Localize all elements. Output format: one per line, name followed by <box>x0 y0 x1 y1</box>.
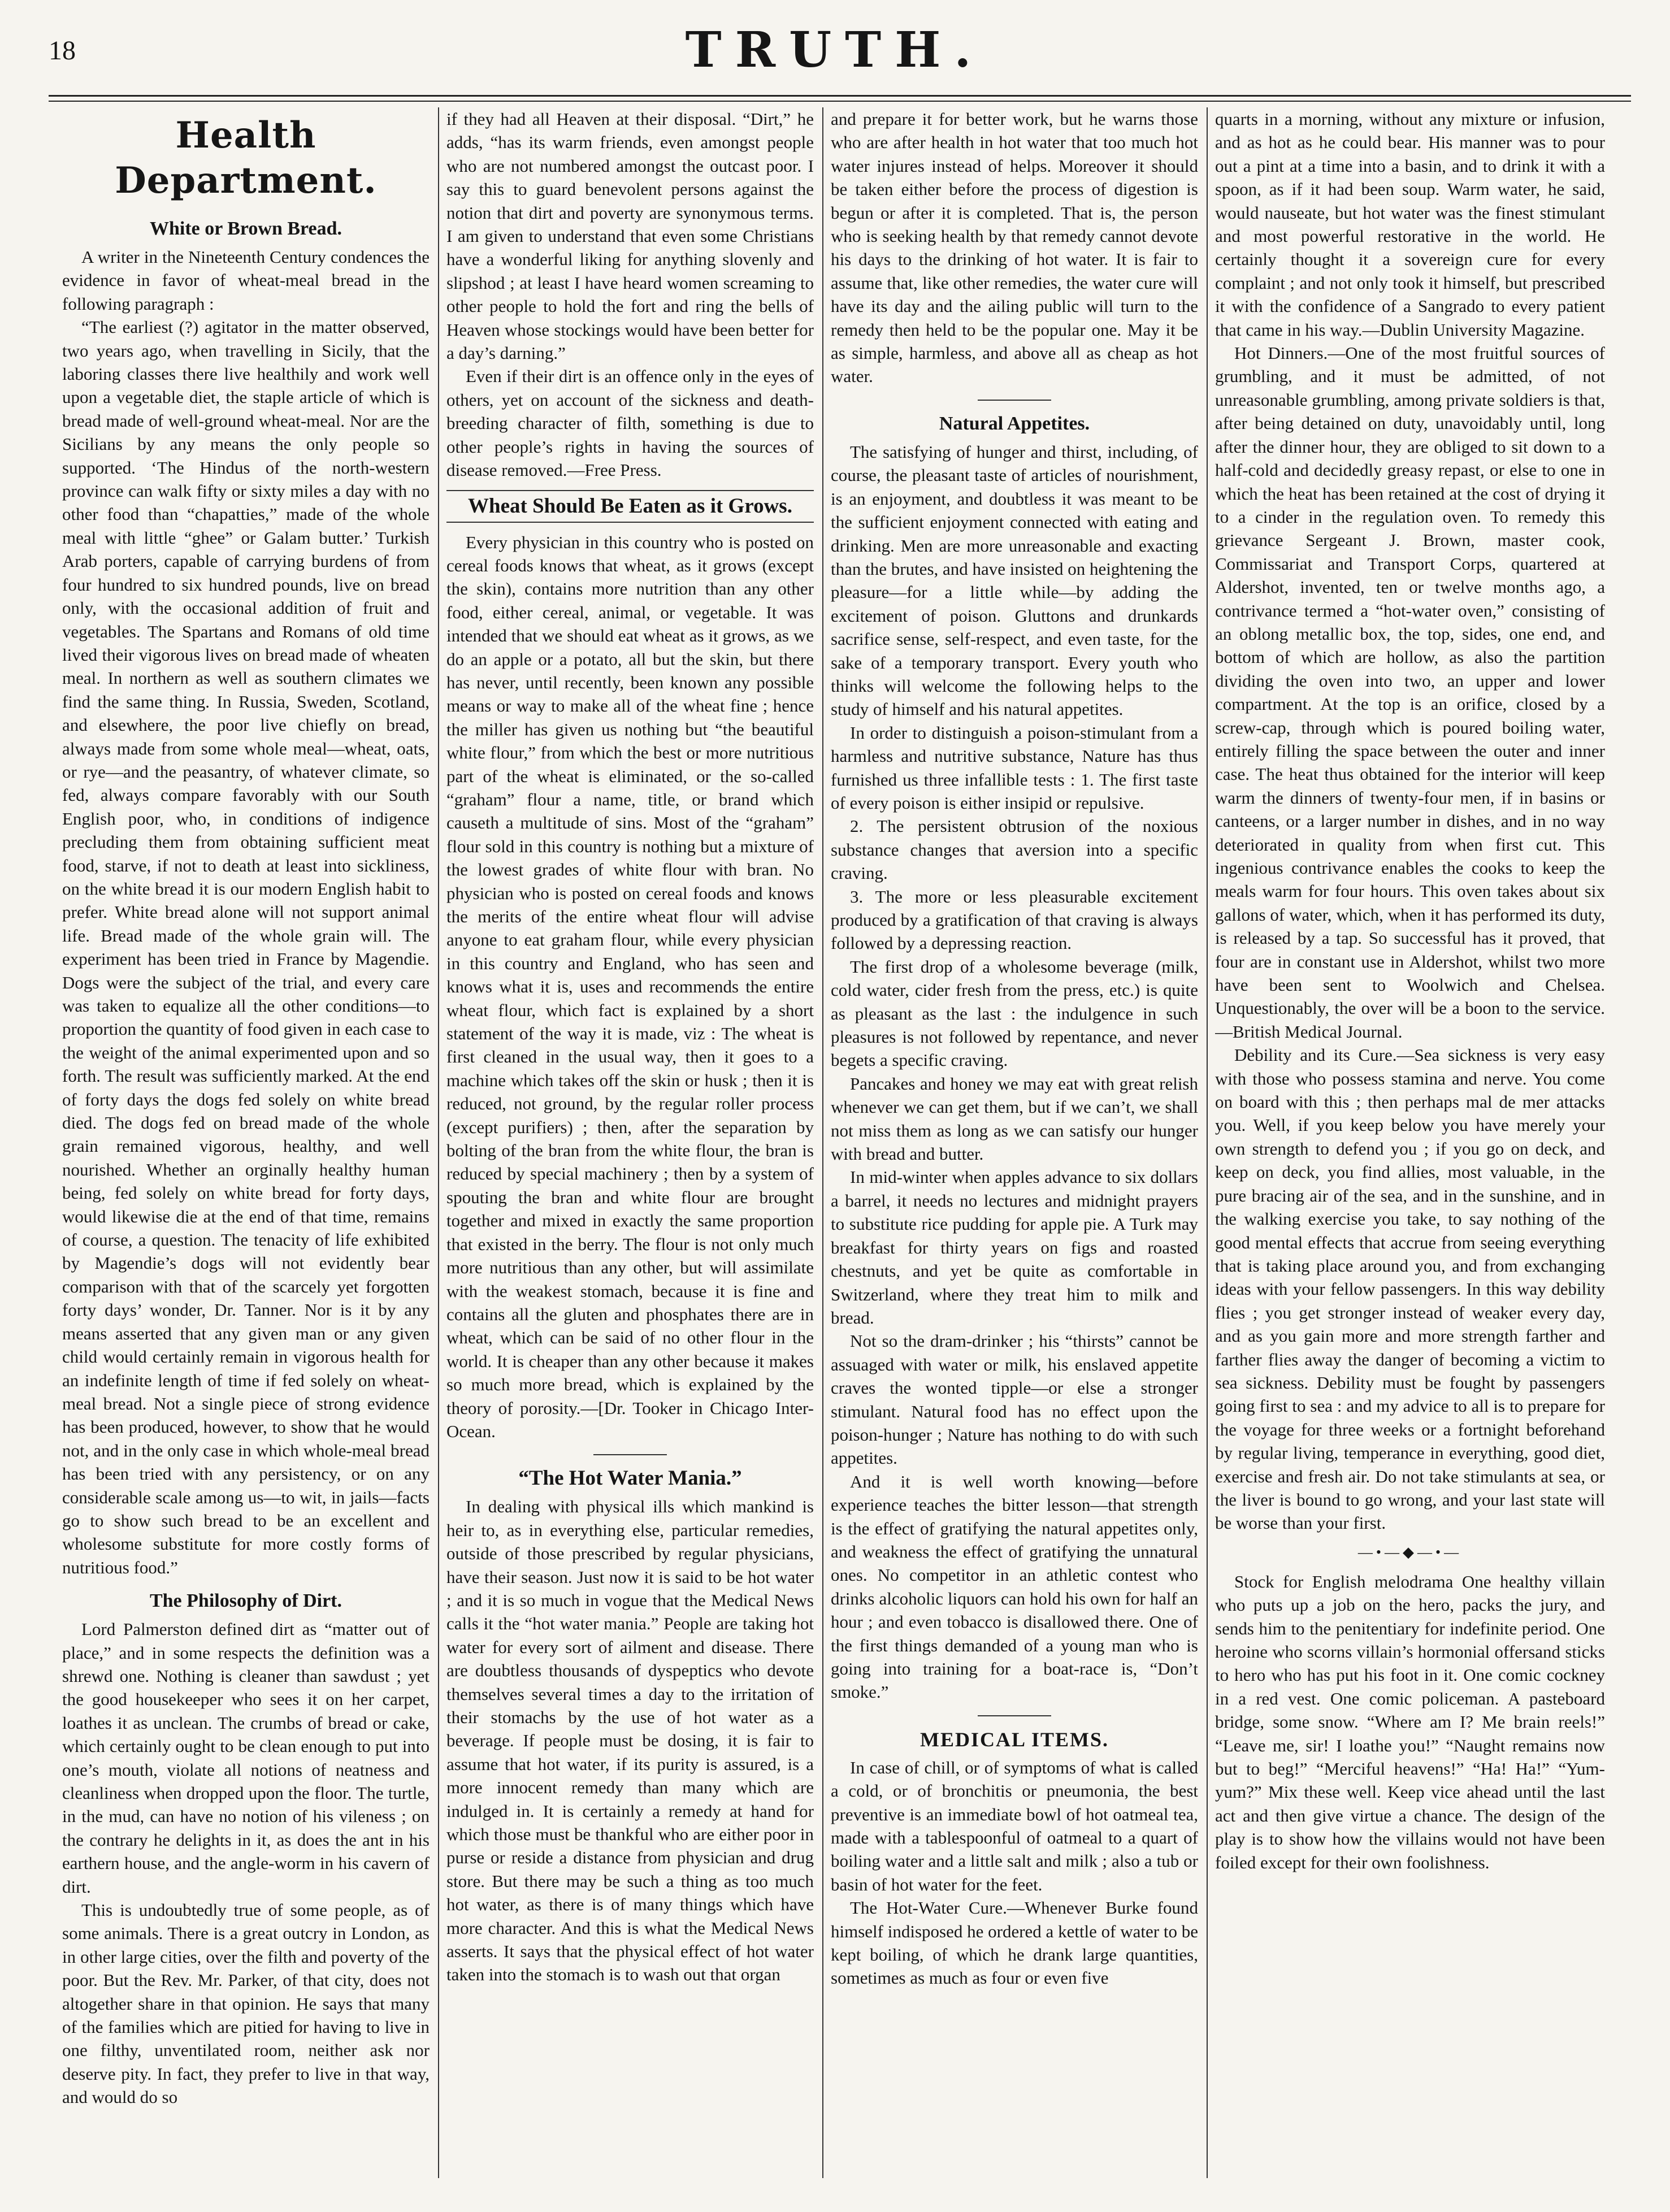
ornament-divider: —•—◆—•— <box>1357 1543 1463 1560</box>
article-paragraph: Stock for English melodrama One healthy villain who puts up a job on the hero, packs the jury, and sends him to the penitentiary for indefinite period. One heroine who scorns villain’s hormonial offersand sticks to hero who has put his foot in it. One comic cockney in a red vest. One comic policeman. A pasteboard bridge, some snow. “Where am I? Me brain reels!” “Leave me, sir! I loathe you!” “Naught remains now but to beg!” “Merciful heavens!” “Ha! Ha!” “Yum-yum?” Mix these well. Keep vice ahead until the last act and then give virtue a chance. The design of the play is to show how the villains would not have been foiled except for their own foolishness. <box>1215 1571 1605 1872</box>
masthead-title: TRUTH. <box>685 21 985 79</box>
article-paragraph: Debility and its Cure.—Sea sickness is very easy with those who possess stamina and nerve. You come on board with this ; then perhaps mal de mer attacks you. Well, if you keep below you have merely your own strength to defend you ; if you go on deck, and keep on deck, you find allies, most valuable, in the pure bracing air of the sea, and in the sunshine, and in the walking exercise you take, to say nothing of the good mental effects that accrue from seeing everything that is taking place around you, and from exchanging ideas with your fellow passengers. In this way debility flies ; you get stronger instead of weaker every day, and as you gain more and more strength farther and farther flies away the danger of becoming a victim to sea sickness. Debility must be fought by passengers going first to sea : and my advice to all is to prepare for the voyage for three weeks or a fortnight beforehand by regular living, temperance in everything, good diet, exercise and fresh air. Do not take stimulants at sea, or the liver is bound to go wrong, and your last state will be worse than your first. <box>1215 1045 1605 1533</box>
article-paragraph: Every physician in this country who is posted on cereal foods knows that wheat, as it grows (except the skin), contains more nutrition than any other food, either cereal, animal, or vegetable. It was intended that we should eat wheat as it grows, as we do an apple or a potato, all but the skin, but there has never, until recently, been known any possible means or way to make all of the wheat fine ; hence the miller has given us nothing but “the beautiful white flour,” from which the best or more nutritious part of the wheat is eliminated, or the so-called “graham” flour a name, title, or brand which causeth a multitude of sins. Most of the “graham” flour sold in this country is nothing but a mixture of the lowest grades of white flour with bran. No physician who is posted on cereal foods and knows the merits of the entire wheat flour will advise anyone to eat graham flour, while every physician in this country and England, who has seen and knows what it is, uses and recommends the entire wheat flour, which fact is explained by a short statement of the way it is made, viz : The wheat is first cleaned in the usual way, then it goes to a machine which takes off the skin or husk ; then it is reduced, not ground, by the regular roller process (except purifiers) ; then, after the separation by bolting of the bran from the white flour, the bran is reduced by special machinery ; then by a system of spouting the bran and white flour are brought together and mixed in exactly the same proportion that existed in the berry. The flour is not only much more nutritious than any other, but will assimilate with the weakest stomach, because it is fine and contains all the gluten and phosphates there are in wheat, which can be said of no other flour in the world. It is cheaper than any other because it makes so much more bread, which is explained by the theory of porosity.—[Dr. Tooker in Chicago Inter-Ocean. <box>446 532 814 1441</box>
article-paragraph: Lord Palmerston defined dirt as “matter out of place,” and in some respects the definition was a shrewd one. Nothing is cleaner than sawdust ; yet the good housekeeper who sees it on her carpet, loathes it as unclean. The crumbs of bread or cake, which certainly ought to be clean enough to put into one’s mouth, violate all notions of neatness and cleanliness when dropped upon the floor. The turtle, in the mud, can have no notion of his vileness ; on the contrary he delights in it, as does the ant in his earthern house, and the angle-worm in his cavern of dirt. <box>62 1619 430 1897</box>
article-title-medical-items: MEDICAL ITEMS. <box>919 1728 1109 1751</box>
article-paragraph: The first drop of a wholesome beverage (milk, cold water, cider fresh from the press, etc.) is quite as pleasant as the last : the indulgence in such pleasures is not followed by repentance, and never begets a specific craving. <box>831 956 1198 1070</box>
column-4 <box>1215 107 1605 2178</box>
page-number: 18 <box>49 36 76 66</box>
article-title-natural-appetites: Natural Appetites. <box>939 413 1090 434</box>
column-divider <box>1207 107 1208 2178</box>
article-paragraph: Hot Dinners.—One of the most fruitful sources of grumbling, and it must be admitted, of not unreasonable grumbling, among private soldiers is that, after being detained on duty, unavoidably until, long after the dinner hour, they are obliged to sit down to a half-cold and decidedly greasy repast, or else to one in which the heat has been retained at the cost of drying it to a cinder in the regulation oven. To remedy this grievance Sergeant J. Brown, master cook, Commissariat and Transport Corps, quartered at Aldershot, invented, ten or twelve months ago, a contrivance termed a “hot-water oven,” consisting of an oblong metallic box, the top, sides, one end, and bottom of which are hollow, as also the partition dividing the oven into two, an upper and lower compartment. At the top is an orifice, closed by a screw-cap, through which is poured boiling water, entirely filling the space between the outer and inner case. The heat thus obtained for the interior will keep warm the dinners of twenty-four men, if in basins or canteens, or a larger number in dishes, and in no way deteriorated in quality from when first cut. This ingenious contrivance enables the cooks to keep the meals warm for four hours. This oven takes about six gallons of water, which, when it has performed its duty, is released by a tap. So successful has it proved, that four are in constant use in Aldershot, whilst two more have been sent to Woolwich and Chelsea. Unquestionably, the over will be a boon to the service.—British Medical Journal. <box>1215 343 1605 1042</box>
separator <box>978 1715 1051 1716</box>
article-paragraph: “The earliest (?) agitator in the matter observed, two years ago, when travelling in Sicily, that the laboring classes there live healthily and work well upon a vegetable diet, the staple article of which is bread made of well-ground wheat-meal. Nor are the Sicilians by any means the only people so supported. ‘The Hindus of the north-western province can walk fifty or sixty miles a day with no other food than “chapatties,” made of the whole meal with little “ghee” or Galam butter.’ Turkish Arab porters, capable of carrying burdens of from four hundred to six hundred pounds, live on bread only, with the occasional addition of fruit and vegetables. The Spartans and Romans of old time lived their vigorous lives on bread made of wheaten meal. In northern as well as southern climates we find the same thing. In Russia, Sweden, Scotland, and elsewhere, the poor live chiefly on bread, always made from some whole meal—wheat, oats, or rye—and the peasantry, of whatever climate, so fed, always compare favorably with our South English poor, who, in conditions of indigence precluding them from obtaining sufficient meat food, starve, if not to death at least into sickliness, on the white bread it is our modern English habit to prefer. White bread alone will not support animal life. Bread made of the whole grain will. The experiment has been tried in France by Magendie. Dogs were the subject of the trial, and every care was taken to equalize all the other conditions—to proportion the quantity of food given in each case to the weight of the animal experimented upon and so forth. The result was sufficiently marked. At the end of forty days the dogs fed solely on white bread died. The dogs fed on bread made of the whole grain remained vigorous, healthy, and well nourished. Whether an orginally healthy human being, fed solely on white bread for forty days, would likewise die at the end of that time, remains of course, a question. The tenacity of life exhibited by Magendie’s dogs will not evidently bear comparison with that of the scarcely yet forgotten forty days’ wonder, Dr. Tanner. Nor is it by any means asserted that any given man or any given child would certainly remain in vigorous health for an indefinite length of time if fed solely on wheat-meal bread. Not a single piece of strong evidence has been produced, however, to show that he would not, and in the only case in which whole-meal bread has been tried with any persistency, or on any considerable scale among us—to wit, in jails—facts go to show such bread to be an excellent and wholesome substitute for more costly forms of nutritious food.” <box>62 317 430 1577</box>
article-paragraph: In order to distinguish a poison-stimulant from a harmless and nutritive substance, Nature has thus furnished us three infallible tests : 1. The first taste of every poison is either insipid or repulsive. <box>831 722 1198 813</box>
article-paragraph: And it is well worth knowing—before experience teaches the bitter lesson—that strength is the effect of gratifying the natural appetites only, and weakness the effect of gratifying the unnatural ones. No competitor in an athletic contest who drinks alcoholic liquors can hold his own for half an hour ; and even tobacco is disallowed there. One of the first things demanded of a young man who is going into training for a boat-race is, “Don’t smoke.” <box>831 1471 1198 1702</box>
column-1 <box>62 107 430 2178</box>
article-paragraph: 3. The more or less pleasurable excitement produced by a gratification of that craving is always followed by a depressing reaction. <box>831 886 1198 953</box>
article-paragraph: if they had all Heaven at their disposal. “Dirt,” he adds, “has its warm friends, even amongst people who are not numbered amongst the outcast poor. I say this to guard benevolent persons against the notion that dirt and poverty are synonymous terms. I am given to understand that even some Christians have a wonderful liking for anything slovenly and slipshod ; at least I have heard women screaming to other people to hold the fort and ring the bells of Heaven whose stockings would have been better for a day’s darning.” <box>446 109 814 363</box>
article-paragraph: In case of chill, or of symptoms of what is called a cold, or of bronchitis or pneumonia, the best preventive is an immediate bowl of hot oatmeal tea, made with a tablespoonful of oatmeal to a quart of boiling water and a little salt and milk ; also a tub or basin of hot water for the feet. <box>831 1757 1198 1894</box>
article-paragraph: Not so the dram-drinker ; his “thirsts” cannot be assuaged with water or milk, his enslaved appetite craves the wonted tipple—or else a stronger stimulant. Natural food has no effect upon the poison-hunger ; Nature has nothing to do with such appetites. <box>831 1331 1198 1468</box>
department-title: Health Department. <box>115 114 377 202</box>
article-paragraph: The Hot-Water Cure.—Whenever Burke found himself indisposed he ordered a kettle of water to be kept boiling, of which he drank large quantities, sometimes as much as four or even five <box>831 1898 1198 1988</box>
article-paragraph: The satisfying of hunger and thirst, including, of course, the pleasant taste of articles of nourishment, is an enjoyment, and doubtless it was meant to be the sufficient enjoyment connected with eating and drinking. Men are more unreasonable and exacting than the brutes, and have insisted on heightening the pleasure—for a little while—by adding the excitement of poison. Gluttons and drunkards sacrifice sense, self-respect, and even taste, for the sake of a temporary transport. Every youth who thinks will welcome the following helps to the study of himself and his natural appetites. <box>831 441 1198 719</box>
article-paragraph: In mid-winter when apples advance to six dollars a barrel, it needs no lectures and midnight prayers to substitute rice pudding for apple pie. A Turk may breakfast for thirty years on figs and roasted chestnuts, and yet be quite as comfortable in Switzerland, where they treat him to milk and bread. <box>831 1167 1198 1328</box>
article-paragraph: A writer in the Nineteenth Century condences the evidence in favor of wheat-meal bread in the following paragraph : <box>62 247 430 314</box>
section-rule <box>446 490 814 523</box>
article-paragraph: This is undoubtedly true of some people, as of some animals. There is a great outcry in London, as in other large cities, over the filth and poverty of the poor. But the Rev. Mr. Parker, of that city, does not altogether share in that opinion. He says that many of the families which are pitied for having to live in one filthy, unventilated room, neither ask nor deserve pity. In fact, they prefer to live in that way, and would do so <box>62 1900 430 2107</box>
column-2 <box>446 107 814 2178</box>
column-divider <box>822 107 823 2178</box>
separator <box>593 1454 667 1455</box>
article-paragraph: and prepare it for better work, but he warns those who are after health in hot water that too much hot water injures instead of helps. Moreover it should be taken either before the process of digestion is begun or after it is completed. That is, the person who is seeking health by that remedy cannot devote his days to the drinking of hot water. It is fair to assume that, like other remedies, the water cure will have its day and the ailing public will turn to the remedy then held to be the popular one. May it be as simple, harmless, and above all as cheap as hot water. <box>831 109 1198 387</box>
header-rule <box>49 95 1631 97</box>
article-title-hot-water-mania: “The Hot Water Mania.” <box>518 1467 742 1490</box>
article-paragraph: quarts in a morning, without any mixture or infusion, and as hot as he could bear. His manner was to pour out a pint at a time into a basin, and to drink it with a spoon, as if it had been soup. Warm water, he said, would nauseate, but hot water was the finest stimulant and most powerful restorative in the world. He certainly thought it a sovereign cure for every complaint ; and not only took it himself, but prescribed it with the confidence of a Sangrado to every patient that came in his way.—Dublin University Magazine. <box>1215 109 1605 340</box>
article-paragraph: In dealing with physical ills which mankind is heir to, as in everything else, particular remedies, outside of those prescribed by regular physicians, have their season. Just now it is said to be hot water ; and it is so much in vogue that the Medical News calls it the “hot water mania.” People are taking hot water for every sort of ailment and disease. There are doubtless thousands of dyspeptics who devote themselves several times a day to the irritation of their stomachs by the use of hot water as a beverage. If people must be dosing, it is fair to assume that hot water, if its purity is assured, is a more innocent remedy than many which are indulged in. It is certainly a remedy at hand for which those must be thankful who are either poor in purse or reside a distance from physician and drug store. But there may be such a thing as too much hot water, as there is of many things which have more character. And this is what the Medical News asserts. It says that the physical effect of hot water taken into the stomach is to wash out that organ <box>446 1497 814 1985</box>
separator <box>978 400 1051 401</box>
column-3 <box>831 107 1198 2178</box>
header-rule-thin <box>49 101 1631 102</box>
column-divider <box>438 107 439 2178</box>
article-paragraph: 2. The persistent obtrusion of the noxious substance changes that aversion into a specific craving. <box>831 816 1198 883</box>
article-paragraph: Even if their dirt is an offence only in the eyes of others, yet on account of the sickness and death-breeding character of filth, something is due to other people’s rights in having the sources of disease removed.—Free Press. <box>446 366 814 480</box>
article-title-white-bread: White or Brown Bread. <box>149 218 342 239</box>
article-title-wheat: Wheat Should Be Eaten as it Grows. <box>468 494 792 518</box>
article-paragraph: Pancakes and honey we may eat with great relish whenever we can get them, but if we can’t, we shall not miss them as long as we can satisfy our hunger with bread and butter. <box>831 1073 1198 1164</box>
article-title-philosophy-of-dirt: The Philosophy of Dirt. <box>149 1590 342 1612</box>
